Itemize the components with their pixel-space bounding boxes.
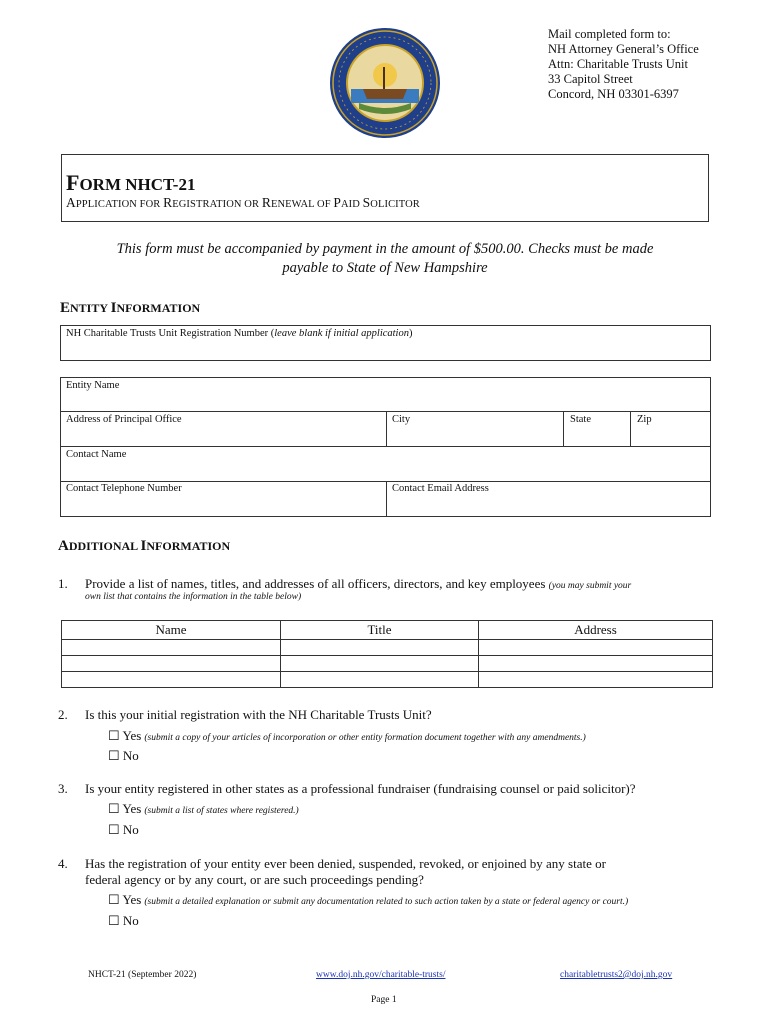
- q4-text-line-1: Has the registration of your entity ever been denied, suspended, revoked, or enjoined by any state or: [85, 856, 606, 871]
- table-cell[interactable]: [281, 672, 479, 688]
- q1-hint-a: (you may submit your: [548, 581, 632, 591]
- q2-yes-hint: (submit a copy of your articles of incorporation or other entity formation document together with any amendments.): [144, 733, 586, 743]
- officers-header-row: [62, 621, 713, 640]
- q2-no-option[interactable]: [108, 748, 139, 764]
- table-cell[interactable]: [281, 656, 479, 672]
- q4-text-line-2: federal agency or by any court, or are such proceedings pending?: [85, 872, 424, 887]
- nh-state-seal: [329, 27, 441, 139]
- contact-name-field[interactable]: [61, 447, 710, 481]
- sub-a: A: [66, 195, 76, 210]
- col-name-header: Name: [62, 621, 281, 640]
- q3-text: Is your entity registered in other states as a professional fundraiser (fundraising counsel or paid solicitor)?: [85, 781, 636, 796]
- q4-no-option[interactable]: [108, 913, 139, 929]
- q2-yes-checkbox[interactable]: ☐: [108, 728, 120, 743]
- sub-e: R: [261, 195, 271, 210]
- state-label: State: [570, 414, 591, 425]
- q3-no-checkbox[interactable]: ☐: [108, 822, 120, 837]
- q3-yes-hint: (submit a list of states where registered.): [144, 806, 299, 816]
- reg-label-close: ): [408, 328, 413, 339]
- col-address-header: Address: [479, 621, 713, 640]
- footer-website-link[interactable]: www.doj.nh.gov/charitable-trusts/: [316, 970, 446, 980]
- footer-form-id: NHCT-21 (September 2022): [88, 970, 197, 980]
- q3-yes-checkbox[interactable]: ☐: [108, 801, 120, 816]
- q2-number: 2.: [58, 707, 68, 722]
- form-title-initial: F: [66, 170, 80, 195]
- table-row: [62, 656, 713, 672]
- eh-b: NTITY: [70, 301, 111, 315]
- q2-text: Is this your initial registration with the NH Charitable Trusts Unit?: [85, 707, 432, 722]
- sub-i: S: [362, 195, 371, 210]
- q4-yes-hint: (submit a detailed explanation or submit any documentation related to such action taken by a state or federal agency or court.): [144, 897, 629, 907]
- ah-c: I: [140, 538, 147, 554]
- additional-info-heading: [58, 538, 230, 555]
- payment-notice: [60, 240, 710, 278]
- sub-b: PPLICATION FOR: [75, 199, 164, 210]
- sub-c: R: [163, 195, 173, 210]
- q4-number: 4.: [58, 856, 68, 871]
- q1-text-main: Provide a list of names, titles, and addresses of all officers, directors, and key employees: [85, 576, 549, 591]
- table-cell[interactable]: [479, 672, 713, 688]
- eh-c: I: [110, 300, 117, 316]
- table-cell[interactable]: [479, 640, 713, 656]
- city-field[interactable]: [387, 412, 563, 446]
- table-row: [62, 640, 713, 656]
- sub-j: OLICITOR: [370, 199, 420, 210]
- eh-a: E: [60, 300, 71, 316]
- city-label: City: [392, 414, 411, 425]
- q2-no-label: No: [122, 748, 139, 763]
- form-title-rest: ORM NHCT-21: [79, 175, 196, 194]
- table-cell[interactable]: [479, 656, 713, 672]
- address-label: Address of Principal Office: [66, 414, 182, 425]
- eh-d: NFORMATION: [116, 301, 201, 315]
- q3-no-label: No: [122, 822, 139, 837]
- page-number: Page 1: [371, 995, 397, 1005]
- table-cell[interactable]: [62, 656, 281, 672]
- footer-email-link[interactable]: charitabletrusts2@doj.nh.gov: [560, 970, 673, 980]
- mail-line-5: Concord, NH 03301-6397: [548, 87, 679, 101]
- table-row: [62, 672, 713, 688]
- mail-line-2: NH Attorney General’s Office: [548, 42, 699, 56]
- notice-line-2: payable to State of New Hampshire: [282, 260, 488, 276]
- mail-line-1: Mail completed form to:: [548, 27, 671, 41]
- sub-d: EGISTRATION OR: [172, 199, 262, 210]
- officers-table: [61, 620, 713, 688]
- q1-number: 1.: [58, 576, 68, 591]
- phone-label: Contact Telephone Number: [66, 483, 182, 494]
- entity-name-label: Entity Name: [66, 380, 120, 391]
- mail-line-4: 33 Capitol Street: [548, 72, 633, 86]
- sub-g: P: [333, 195, 341, 210]
- contact-name-label: Contact Name: [66, 449, 127, 460]
- q3-number: 3.: [58, 781, 68, 796]
- form-title: [66, 170, 195, 196]
- q3-no-option[interactable]: [108, 822, 139, 838]
- mailing-address: [548, 27, 699, 102]
- notice-line-1: This form must be accompanied by payment in the amount of $500.00. Checks must be made: [116, 241, 654, 257]
- q1-text: [85, 576, 631, 592]
- email-label: Contact Email Address: [392, 483, 489, 494]
- q4-no-label: No: [122, 913, 139, 928]
- sub-f: ENEWAL OF: [270, 199, 334, 210]
- registration-number-label: [66, 328, 412, 339]
- reg-label-hint: leave blank if initial application: [274, 328, 409, 339]
- table-cell[interactable]: [62, 672, 281, 688]
- q3-yes-option[interactable]: [108, 801, 299, 817]
- table-cell[interactable]: [62, 640, 281, 656]
- q4-no-checkbox[interactable]: ☐: [108, 913, 120, 928]
- ah-a: A: [58, 538, 69, 554]
- ah-b: DDITIONAL: [68, 539, 141, 553]
- reg-label-text: NH Charitable Trusts Unit Registration Number (: [66, 328, 275, 339]
- q3-yes-label: Yes: [122, 801, 142, 816]
- ah-d: NFORMATION: [146, 539, 231, 553]
- sub-h: AID: [340, 199, 363, 210]
- entity-name-field[interactable]: [61, 378, 710, 411]
- q1-hint-b: own list that contains the information in the table below): [85, 592, 302, 602]
- q4-yes-option[interactable]: [108, 892, 628, 908]
- mail-line-3: Attn: Charitable Trusts Unit: [548, 57, 688, 71]
- entity-info-heading: [60, 300, 200, 317]
- q4-yes-checkbox[interactable]: ☐: [108, 892, 120, 907]
- q2-yes-label: Yes: [122, 728, 142, 743]
- q2-no-checkbox[interactable]: ☐: [108, 748, 120, 763]
- zip-label: Zip: [637, 414, 652, 425]
- q2-yes-option[interactable]: [108, 728, 586, 744]
- table-cell[interactable]: [281, 640, 479, 656]
- q4-yes-label: Yes: [122, 892, 142, 907]
- form-subtitle: [66, 195, 420, 211]
- col-title-header: Title: [281, 621, 479, 640]
